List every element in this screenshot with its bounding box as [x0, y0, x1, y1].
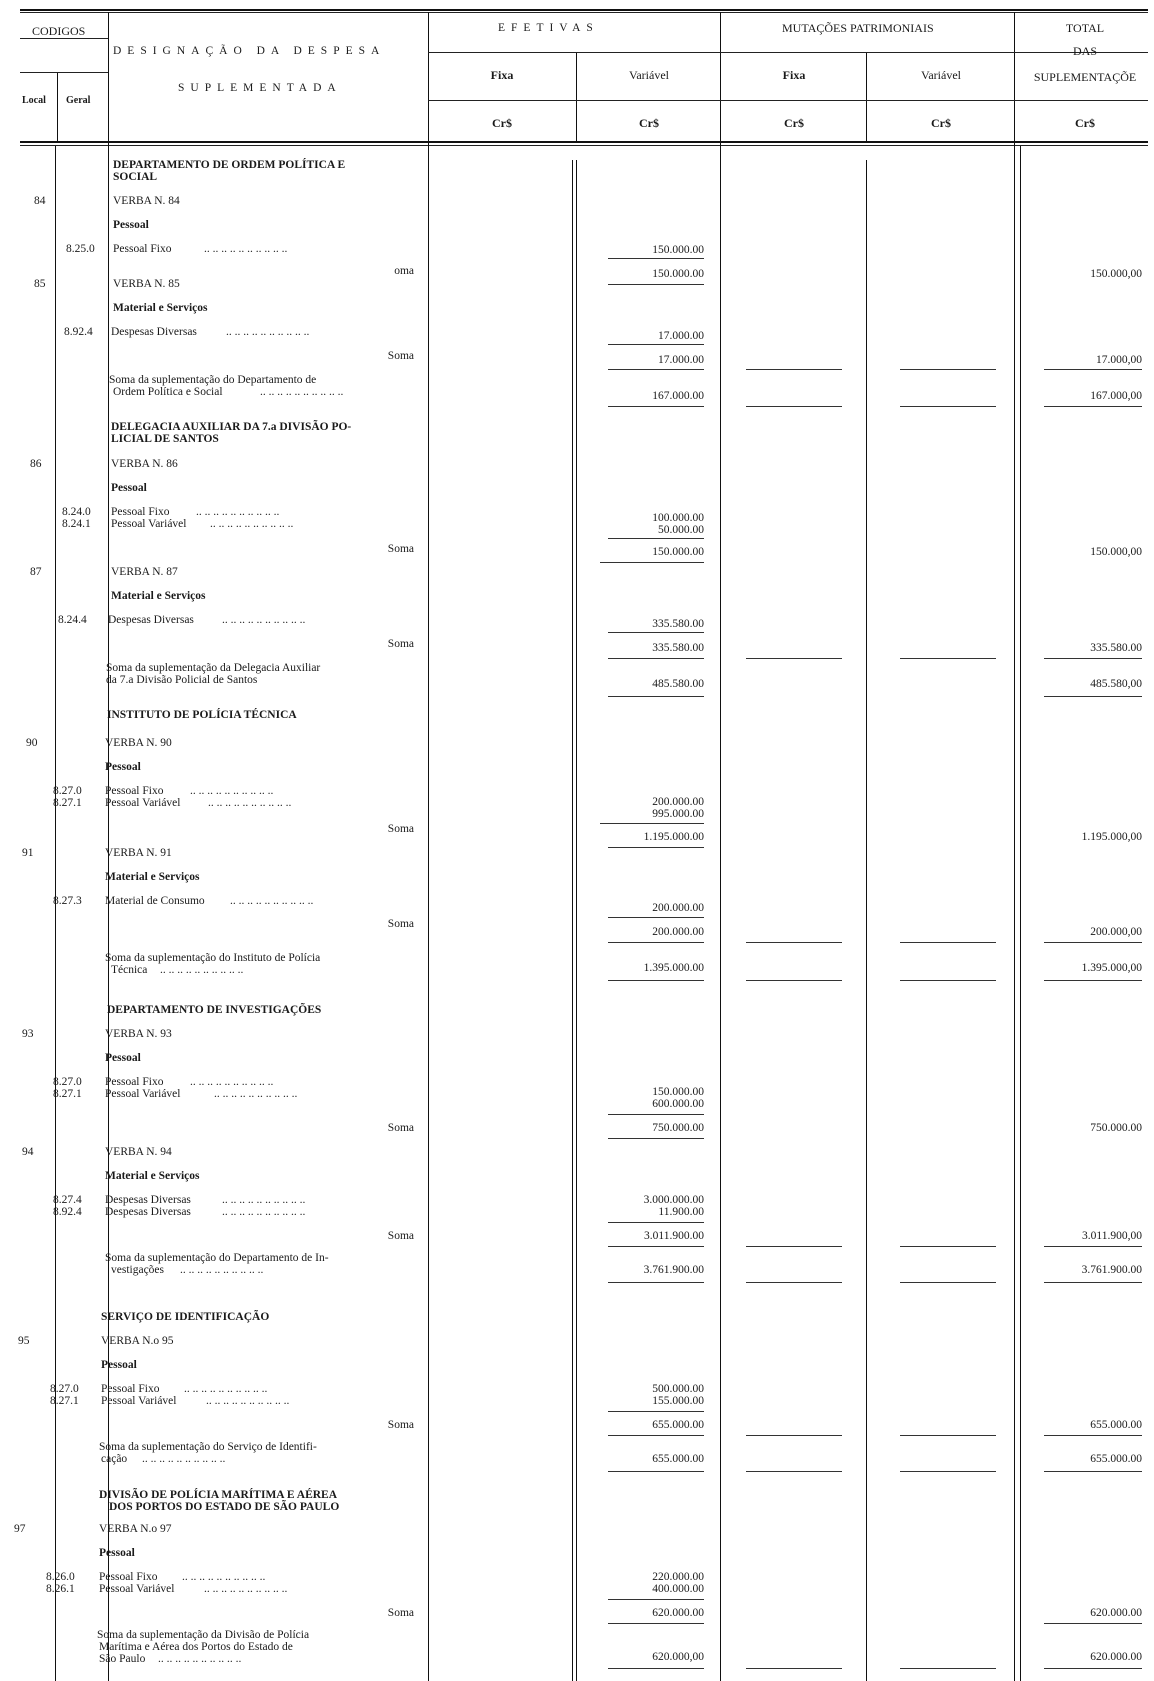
section-title: INSTITUTO DE POLÍCIA TÉCNICA [107, 709, 297, 721]
value-variavel: 1.395.000.00 [643, 962, 704, 974]
sum-rule [608, 1282, 704, 1283]
item-label: Pessoal Fixo [105, 785, 164, 797]
value-total: 335.580.00 [1090, 642, 1142, 654]
leader-dots: .. .. .. .. .. .. .. .. .. .. [214, 1088, 298, 1100]
geral-code: 8.25.0 [66, 243, 95, 255]
geral-code: 8.24.4 [58, 614, 87, 626]
leader-dots: .. .. .. .. .. .. .. .. .. .. [222, 614, 306, 626]
header-efetivas: EFETIVAS [498, 22, 599, 34]
geral-code: 8.27.1 [53, 797, 82, 809]
value-total: 655.000.00 [1090, 1453, 1142, 1465]
local-code: 97 [14, 1523, 26, 1535]
verba-label: VERBA N. 84 [113, 195, 180, 207]
value-variavel: 500.000.00 [652, 1383, 704, 1395]
header-rule-local [20, 72, 108, 73]
sum-rule [608, 284, 704, 285]
sum-rule [900, 658, 996, 659]
item-label: Pessoal Fixo [111, 506, 170, 518]
soma-label: Soma [387, 918, 414, 930]
leader-dots: .. .. .. .. .. .. .. .. .. .. [226, 326, 310, 338]
sum-rule [746, 406, 842, 407]
local-code: 86 [30, 458, 42, 470]
soma-label: Soma [387, 638, 414, 650]
currency-total: Cr$ [1075, 116, 1095, 130]
sum-rule [608, 917, 704, 918]
value-variavel: 17.000.00 [658, 354, 704, 366]
sum-rule [900, 369, 996, 370]
value-total: 3.761.900.00 [1081, 1264, 1142, 1276]
item-label: Pessoal Variável [99, 1583, 175, 1595]
value-variavel: 1.195.000.00 [643, 831, 704, 843]
sum-rule [1044, 1471, 1142, 1472]
col-divider-total [1014, 12, 1015, 1681]
sum-rule [900, 1471, 996, 1472]
soma-label: oma [394, 265, 414, 277]
geral-code: 8.26.1 [46, 1583, 75, 1595]
geral-code: 8.27.4 [53, 1194, 82, 1206]
top-rule [20, 9, 1148, 11]
sum-rule [600, 823, 704, 824]
value-total: 200.000,00 [1090, 926, 1142, 938]
local-code: 87 [30, 566, 42, 578]
soma-label: Soma [387, 543, 414, 555]
sum-rule [746, 658, 842, 659]
value-total: 17.000,00 [1096, 354, 1142, 366]
sum-rule [608, 538, 704, 539]
soma-label: Soma [387, 1230, 414, 1242]
verba-label: VERBA N. 91 [105, 847, 172, 859]
item-label: Despesas Diversas [111, 326, 197, 338]
sum-rule [1044, 1282, 1142, 1283]
value-variavel: 995.000.00 [652, 808, 704, 820]
soma-dept-label: Ordem Política e Social [113, 386, 223, 398]
sum-rule [608, 942, 704, 943]
value-variavel: 655.000.00 [652, 1453, 704, 1465]
verba-label: VERBA N. 93 [105, 1028, 172, 1040]
value-variavel: 150.000.00 [652, 546, 704, 558]
value-total: 150.000,00 [1090, 546, 1142, 558]
soma-label: Soma [387, 350, 414, 362]
value-variavel: 150.000.00 [652, 1086, 704, 1098]
sum-rule [608, 1668, 704, 1669]
sum-rule [608, 1114, 704, 1115]
verba-label: VERBA N.o 95 [101, 1335, 174, 1347]
sum-rule [900, 980, 996, 981]
sum-rule [608, 369, 704, 370]
header-rule-cr [428, 100, 1148, 101]
leader-dots: .. .. .. .. .. .. .. .. .. .. [190, 1076, 274, 1088]
subheading: Pessoal [99, 1547, 135, 1559]
item-label: Pessoal Fixo [113, 243, 172, 255]
sum-rule [1044, 1246, 1142, 1247]
value-variavel: 50.000.00 [658, 524, 704, 536]
top-rule-inner [20, 12, 1148, 13]
value-variavel: 3.000.000.00 [643, 1194, 704, 1206]
verba-label: VERBA N. 85 [113, 278, 180, 290]
verba-label: VERBA N. 87 [111, 566, 178, 578]
section-title: DOS PORTOS DO ESTADO DE SÃO PAULO [109, 1501, 340, 1513]
value-total: 1.395.000,00 [1081, 962, 1142, 974]
soma-dept-label: São Paulo [99, 1653, 146, 1665]
soma-dept-label: Técnica [111, 964, 148, 976]
value-variavel: 200.000.00 [652, 926, 704, 938]
geral-code: 8.27.1 [53, 1088, 82, 1100]
sum-rule [608, 632, 704, 633]
sum-rule [746, 1246, 842, 1247]
leader-dots: .. .. .. .. .. .. .. .. .. .. [210, 518, 294, 530]
currency-mutacoes-variavel: Cr$ [931, 116, 951, 130]
header-efetivas-fixa: Fixa [490, 68, 514, 82]
col-divider-variavel-head [576, 52, 577, 142]
value-total: 150.000,00 [1090, 268, 1142, 280]
sum-rule [608, 847, 704, 848]
sum-rule [900, 1435, 996, 1436]
item-label: Despesas Diversas [108, 614, 194, 626]
value-variavel: 167.000.00 [652, 390, 704, 402]
sum-rule [608, 1246, 704, 1247]
section-title: LICIAL DE SANTOS [111, 433, 219, 445]
header-efetivas-variavel: Variável [629, 68, 669, 82]
header-designacao-1: DESIGNAÇÃO DA DESPESA [113, 45, 386, 57]
geral-code: 8.27.1 [50, 1395, 79, 1407]
local-code: 85 [34, 278, 46, 290]
value-variavel: 655.000.00 [652, 1419, 704, 1431]
sum-rule [1044, 658, 1142, 659]
sum-rule [746, 1668, 842, 1669]
col-divider-total-2 [1020, 146, 1021, 1681]
leader-dots: .. .. .. .. .. .. .. .. .. .. [208, 797, 292, 809]
soma-dept-label: Soma da suplementação do Serviço de Identifi- [99, 1441, 317, 1453]
value-variavel: 3.761.900.00 [643, 1264, 704, 1276]
value-variavel: 3.011.900.00 [644, 1230, 704, 1242]
header-geral: Geral [66, 95, 91, 106]
value-variavel: 750.000.00 [652, 1122, 704, 1134]
col-divider-variavel [576, 160, 577, 1681]
sum-rule [900, 942, 996, 943]
sum-rule [608, 1471, 704, 1472]
section-title: SOCIAL [113, 171, 158, 183]
local-code: 95 [18, 1335, 30, 1347]
item-label: Pessoal Variável [101, 1395, 177, 1407]
header-total-1: TOTAL [1065, 21, 1105, 35]
soma-label: Soma [387, 823, 414, 835]
geral-code: 8.24.1 [62, 518, 91, 530]
col-divider-mut-fixa [720, 12, 721, 1681]
header-codigos: CODIGOS [32, 24, 86, 38]
sum-rule [746, 942, 842, 943]
value-variavel: 17.000.00 [658, 330, 704, 342]
sum-rule [608, 406, 704, 407]
geral-code: 8.26.0 [46, 1571, 75, 1583]
sum-rule [1044, 1435, 1142, 1436]
item-label: Pessoal Variável [105, 797, 181, 809]
leader-dots: .. .. .. .. .. .. .. .. .. .. [190, 785, 274, 797]
currency-efetivas-fixa: Cr$ [492, 116, 512, 130]
leader-dots: .. .. .. .. .. .. .. .. .. .. [158, 1653, 242, 1665]
soma-dept-label: Soma da suplementação do Instituto de Polícia [105, 952, 321, 964]
value-variavel: 335.580.00 [652, 618, 704, 630]
col-divider-geral [55, 146, 56, 1681]
header-total-3: SUPLEMENTAÇÕE [1033, 70, 1137, 84]
header-mutacoes-variavel: Variável [921, 68, 961, 82]
value-total: 1.195.000,00 [1081, 831, 1142, 843]
item-label: Pessoal Variável [111, 518, 187, 530]
sum-rule [900, 1668, 996, 1669]
local-code: 90 [26, 737, 38, 749]
col-divider-mut-var [866, 160, 867, 1681]
header-total-2: DAS [1072, 44, 1097, 58]
leader-dots: .. .. .. .. .. .. .. .. .. .. [230, 895, 314, 907]
item-label: Material de Consumo [105, 895, 205, 907]
col-divider-mut-var-head [866, 52, 867, 142]
value-variavel: 485.580.00 [652, 678, 704, 690]
soma-dept-label: Soma da suplementação da Delegacia Auxiliar [106, 662, 321, 674]
sum-rule [1044, 406, 1142, 407]
item-label: Pessoal Fixo [105, 1076, 164, 1088]
sum-rule [746, 369, 842, 370]
value-variavel: 150.000.00 [652, 268, 704, 280]
leader-dots: .. .. .. .. .. .. .. .. .. .. [196, 506, 280, 518]
sum-rule [900, 1282, 996, 1283]
subheading: Pessoal [105, 1052, 141, 1064]
value-variavel: 200.000.00 [652, 902, 704, 914]
sum-rule [608, 658, 704, 659]
leader-dots: .. .. .. .. .. .. .. .. .. .. [182, 1571, 266, 1583]
sum-rule [608, 258, 704, 259]
sum-rule [1044, 1668, 1142, 1669]
header-mutacoes-fixa: Fixa [782, 68, 806, 82]
item-label: Pessoal Fixo [101, 1383, 160, 1395]
local-code: 94 [22, 1146, 34, 1158]
currency-mutacoes-fixa: Cr$ [784, 116, 804, 130]
sum-rule [608, 1138, 704, 1139]
value-variavel: 150.000.00 [652, 244, 704, 256]
leader-dots: .. .. .. .. .. .. .. .. .. .. [260, 386, 344, 398]
item-label: Pessoal Fixo [99, 1571, 158, 1583]
sum-rule [1044, 1623, 1142, 1624]
currency-efetivas-variavel: Cr$ [639, 116, 659, 130]
verba-label: VERBA N.o 97 [99, 1523, 172, 1535]
geral-code: 8.24.0 [62, 506, 91, 518]
soma-dept-label: vestigações [111, 1264, 165, 1276]
leader-dots: .. .. .. .. .. .. .. .. .. .. [160, 964, 244, 976]
header-local: Local [22, 95, 46, 106]
value-variavel: 11.900.00 [658, 1206, 704, 1218]
sum-rule [1044, 369, 1142, 370]
value-variavel: 200.000.00 [652, 796, 704, 808]
leader-dots: .. .. .. .. .. .. .. .. .. .. [222, 1194, 306, 1206]
local-code: 84 [34, 195, 46, 207]
value-total: 620.000.00 [1090, 1607, 1142, 1619]
sum-rule [746, 1435, 842, 1436]
geral-code: 8.27.3 [53, 895, 82, 907]
col-divider-variavel-2 [572, 160, 573, 1681]
sum-rule [600, 562, 704, 563]
verba-label: VERBA N. 86 [111, 458, 178, 470]
leader-dots: .. .. .. .. .. .. .. .. .. .. [204, 243, 288, 255]
value-total: 655.000.00 [1090, 1419, 1142, 1431]
section-title: DEPARTAMENTO DE INVESTIGAÇÕES [107, 1004, 322, 1016]
item-label: Despesas Diversas [105, 1206, 191, 1218]
soma-dept-label: Soma da suplementação do Departamento de In- [105, 1252, 329, 1264]
verba-label: VERBA N. 94 [105, 1146, 172, 1158]
item-label: Pessoal Variável [105, 1088, 181, 1100]
soma-dept-label: cação [101, 1453, 128, 1465]
subheading: Material e Serviços [111, 590, 206, 602]
geral-code: 8.27.0 [53, 785, 82, 797]
verba-label: VERBA N. 90 [105, 737, 172, 749]
section-title: SERVIÇO DE IDENTIFICAÇÃO [101, 1311, 270, 1323]
value-variavel: 155.000.00 [652, 1395, 704, 1407]
sum-rule [746, 1282, 842, 1283]
value-variavel: 620.000.00 [652, 1607, 704, 1619]
sum-rule [900, 406, 996, 407]
value-total: 485.580,00 [1090, 678, 1142, 690]
geral-code: 8.27.0 [53, 1076, 82, 1088]
leader-dots: .. .. .. .. .. .. .. .. .. .. [184, 1383, 268, 1395]
local-code: 93 [22, 1028, 34, 1040]
soma-dept-label: Soma da suplementação da Divisão de Polícia [97, 1629, 310, 1641]
subheading: Pessoal [105, 761, 141, 773]
sum-rule [608, 1599, 704, 1600]
sum-rule [608, 1623, 704, 1624]
soma-dept-label: Marítima e Aérea dos Portos do Estado de [99, 1641, 293, 1653]
sum-rule [608, 1411, 704, 1412]
value-variavel: 600.000.00 [652, 1098, 704, 1110]
subheading: Pessoal [113, 219, 149, 231]
sum-rule [1044, 696, 1142, 697]
header-rule-codigos [20, 38, 108, 39]
leader-dots: .. .. .. .. .. .. .. .. .. .. [206, 1395, 290, 1407]
value-variavel: 400.000.00 [652, 1583, 704, 1595]
value-variavel: 220.000.00 [652, 1571, 704, 1583]
col-divider-fixa [428, 12, 429, 1681]
value-variavel: 335.580.00 [652, 642, 704, 654]
sum-rule [900, 1246, 996, 1247]
value-variavel: 620.000,00 [652, 1651, 704, 1663]
soma-label: Soma [387, 1122, 414, 1134]
sum-rule [746, 1471, 842, 1472]
value-variavel: 100.000.00 [652, 512, 704, 524]
sum-rule [608, 1222, 704, 1223]
item-label: Despesas Diversas [105, 1194, 191, 1206]
sum-rule [608, 980, 704, 981]
sum-rule [608, 1435, 704, 1436]
value-total: 3.011.900,00 [1082, 1230, 1142, 1242]
section-title: DEPARTAMENTO DE ORDEM POLÍTICA E [113, 159, 346, 171]
local-code: 91 [22, 847, 34, 859]
geral-code: 8.27.0 [50, 1383, 79, 1395]
sum-rule [1044, 980, 1142, 981]
leader-dots: .. .. .. .. .. .. .. .. .. .. [204, 1583, 288, 1595]
header-bottom-rule-2 [20, 145, 1148, 146]
value-total: 167.000,00 [1090, 390, 1142, 402]
header-bottom-rule [20, 141, 1148, 143]
leader-dots: .. .. .. .. .. .. .. .. .. .. [180, 1264, 264, 1276]
leader-dots: .. .. .. .. .. .. .. .. .. .. [222, 1206, 306, 1218]
sum-rule [608, 696, 704, 697]
soma-label: Soma [387, 1607, 414, 1619]
sum-rule [746, 980, 842, 981]
soma-label: Soma [387, 1419, 414, 1431]
header-designacao-2: SUPLEMENTADA [178, 82, 342, 94]
section-title: DIVISÃO DE POLÍCIA MARÍTIMA E AÉREA [99, 1489, 338, 1501]
subheading: Pessoal [101, 1359, 137, 1371]
leader-dots: .. .. .. .. .. .. .. .. .. .. [142, 1453, 226, 1465]
subheading: Material e Serviços [105, 1170, 200, 1182]
sum-rule [608, 344, 704, 345]
value-total: 750.000.00 [1090, 1122, 1142, 1134]
geral-code: 8.92.4 [64, 326, 93, 338]
soma-dept-label: da 7.a Divisão Policial de Santos [106, 674, 258, 686]
section-title: DELEGACIA AUXILIAR DA 7.a DIVISÃO PO- [111, 421, 352, 433]
soma-dept-label: Soma da suplementação do Departamento de [109, 374, 317, 386]
subheading: Pessoal [111, 482, 147, 494]
geral-code: 8.92.4 [53, 1206, 82, 1218]
value-total: 620.000.00 [1090, 1651, 1142, 1663]
header-mutacoes: MUTAÇÕES PATRIMONIAIS [782, 21, 934, 35]
subheading: Material e Serviços [113, 302, 208, 314]
sum-rule [1044, 942, 1142, 943]
col-divider-geral-head [57, 72, 58, 142]
subheading: Material e Serviços [105, 871, 200, 883]
